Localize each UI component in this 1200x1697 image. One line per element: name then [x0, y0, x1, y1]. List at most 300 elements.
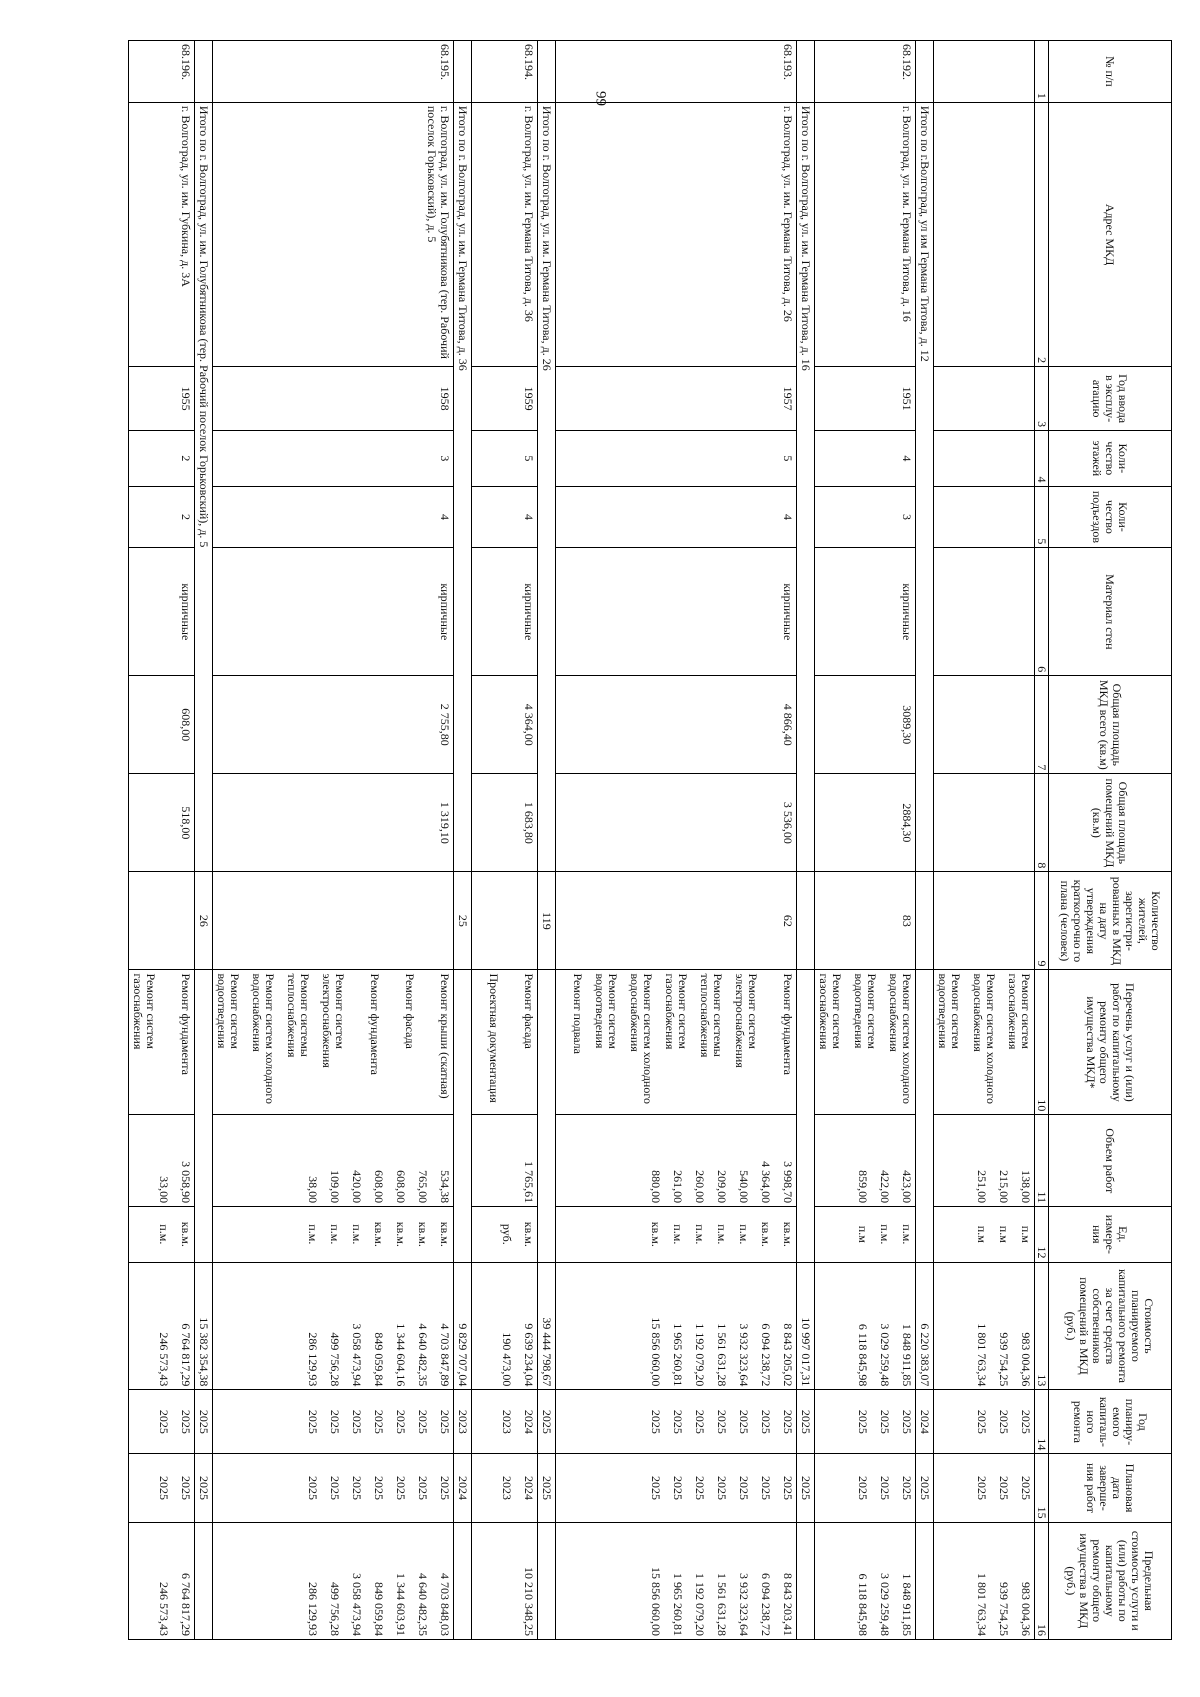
work-plan-year-list — [129, 1390, 195, 1454]
row-entrances — [934, 486, 1035, 548]
total-empty — [538, 41, 556, 103]
work-end: 2025 — [781, 1475, 795, 1500]
total-empty — [916, 1522, 934, 1639]
work-end: 2025 — [856, 1475, 870, 1500]
table-row — [213, 41, 454, 1640]
work-list — [472, 970, 538, 1115]
work-end: 2025 — [438, 1475, 452, 1500]
total-label: Итого по г. Волгоград, ул. им. Германа Титова, д. 36 — [454, 102, 472, 872]
work-list — [213, 970, 454, 1115]
work-vol: 215,00 — [997, 1170, 1011, 1204]
row-floors: 2 — [129, 431, 195, 486]
work-limit: 246 573,43 — [157, 1582, 171, 1636]
work-vol: 608,00 — [372, 1170, 386, 1204]
work-limit: 1 801 763,34 — [975, 1573, 989, 1636]
column-header-11: Объем работ — [1049, 1115, 1172, 1207]
total-residents: 25 — [454, 872, 472, 970]
column-number-2: 2 — [1035, 102, 1049, 366]
total-empty — [538, 1522, 556, 1639]
column-header-2: Адрес МКД — [1049, 102, 1172, 366]
total-cost: 6 220 383,07 — [916, 1262, 934, 1390]
column-header-5: Коли-чество подъездов — [1049, 486, 1172, 548]
work-vol: 420,00 — [350, 1170, 364, 1204]
row-residents: 83 — [815, 872, 916, 970]
work-plan-year-list — [213, 1390, 454, 1454]
work-name: Ремонт фундамента — [781, 973, 795, 1075]
total-residents — [916, 872, 934, 970]
work-unit: кв.м. — [416, 1221, 430, 1247]
total-row — [454, 41, 472, 1640]
total-row — [797, 41, 815, 1640]
work-limit-list — [129, 1522, 195, 1639]
table-row — [129, 41, 195, 1640]
work-cost: 3 029 259,48 — [878, 1323, 892, 1387]
column-number-15: 15 — [1035, 1454, 1049, 1522]
column-header-13: Стоимость планируемого капитального ремонта за счет средств собственников помещений в МКД (руб.) — [1049, 1262, 1172, 1390]
work-plan_year: 2025 — [1019, 1409, 1033, 1434]
work-limit: 1 344 603,91 — [394, 1573, 408, 1636]
work-unit: п.м — [1019, 1225, 1033, 1243]
row-residents — [129, 872, 195, 970]
work-cost: 1 848 911,85 — [900, 1323, 914, 1387]
row-floors: 4 — [815, 431, 916, 486]
work-cost-list — [556, 1262, 797, 1390]
column-number-5: 5 — [1035, 486, 1049, 548]
work-limit-list — [472, 1522, 538, 1639]
work-name: Ремонт систем газоснабжения — [1006, 973, 1033, 1050]
header-numbers-row — [1035, 41, 1049, 1640]
table-row — [815, 41, 916, 1640]
total-empty — [538, 970, 556, 1262]
total-row — [538, 41, 556, 1640]
work-plan_year: 2025 — [328, 1409, 342, 1434]
work-cost: 499 756,28 — [328, 1332, 342, 1387]
work-end: 2024 — [522, 1475, 536, 1500]
column-number-8: 8 — [1035, 774, 1049, 872]
row-build-year: 1959 — [472, 367, 538, 431]
work-cost: 6 764 817,29 — [179, 1323, 193, 1387]
work-plan_year: 2025 — [394, 1409, 408, 1434]
total-empty — [195, 41, 213, 103]
work-plan_year: 2025 — [671, 1409, 685, 1434]
work-end: 2025 — [372, 1475, 386, 1500]
work-volume-list — [556, 1115, 797, 1207]
work-limit: 983 004,36 — [1019, 1582, 1033, 1636]
work-cost: 15 856 060,00 — [649, 1317, 663, 1387]
work-plan-year-list — [556, 1390, 797, 1454]
work-unit: п.м. — [900, 1224, 914, 1245]
total-empty — [797, 970, 815, 1262]
table-row — [556, 41, 797, 1640]
column-number-13: 13 — [1035, 1262, 1049, 1390]
work-vol: 534,38 — [438, 1170, 452, 1204]
work-plan_year: 2025 — [372, 1409, 386, 1434]
work-limit: 1 965 260,81 — [671, 1573, 685, 1636]
row-residents — [934, 872, 1035, 970]
row-build-year: 1951 — [815, 367, 916, 431]
row-total-area: 4 866,40 — [556, 676, 797, 774]
work-plan_year: 2025 — [781, 1409, 795, 1434]
work-limit: 6 118 845,98 — [856, 1573, 870, 1636]
row-address: г. Волгоград, ул. им. Германа Титова, д. 36 — [472, 102, 538, 366]
work-cost-list — [213, 1262, 454, 1390]
work-end: 2025 — [179, 1475, 193, 1500]
row-total-area: 2 755,80 — [213, 676, 454, 774]
work-unit: кв.м. — [759, 1221, 773, 1247]
work-end: 2025 — [693, 1475, 707, 1500]
total-empty — [916, 41, 934, 103]
total-empty — [454, 970, 472, 1262]
column-header-4: Коли-чество этажей — [1049, 431, 1172, 486]
row-entrances: 2 — [129, 486, 195, 548]
work-name: Ремонт фундамента — [368, 973, 382, 1075]
page-number: 99 — [592, 91, 609, 106]
work-cost: 939 754,25 — [997, 1332, 1011, 1387]
work-cost: 286 129,93 — [306, 1332, 320, 1387]
column-number-14: 14 — [1035, 1390, 1049, 1454]
work-name: Ремонт систем водоотведения — [852, 973, 879, 1049]
column-number-12: 12 — [1035, 1207, 1049, 1262]
work-name: Ремонт системы теплоснабжения — [698, 973, 725, 1058]
work-end-list — [129, 1454, 195, 1522]
work-cost: 1 192 079,20 — [693, 1323, 707, 1387]
work-name: Ремонт системы теплоснабжения — [285, 973, 312, 1058]
work-limit: 3 029 259,48 — [878, 1573, 892, 1636]
work-unit: п.м. — [328, 1224, 342, 1245]
work-vol: 109,00 — [328, 1170, 342, 1204]
row-wall-material: кирпичные — [129, 548, 195, 676]
work-unit: кв.м. — [522, 1221, 536, 1247]
column-header-9: Количество жителей, зарегистри-рованных в МКД на дату утверждения краткосрочно го плана (человек) — [1049, 872, 1172, 970]
row-residents — [213, 872, 454, 970]
total-plan-year: 2025 — [797, 1390, 815, 1454]
work-unit: п.м — [997, 1225, 1011, 1243]
work-plan_year: 2023 — [500, 1409, 514, 1434]
column-number-6: 6 — [1035, 548, 1049, 676]
row-premises-area: 518,00 — [129, 774, 195, 872]
column-number-3: 3 — [1035, 367, 1049, 431]
total-empty — [797, 41, 815, 103]
work-name: Ремонт систем водоотведения — [215, 973, 242, 1049]
work-name: Ремонт систем холодного водоснабжения — [250, 973, 277, 1104]
work-name: Ремонт систем электроснабжения — [733, 973, 760, 1068]
work-limit: 499 756,28 — [328, 1582, 342, 1636]
header-labels-row — [1049, 41, 1172, 1640]
row-wall-material: кирпичные — [556, 548, 797, 676]
work-name: Ремонт фасада — [522, 973, 536, 1049]
work-cost: 190 473,00 — [500, 1332, 514, 1387]
work-plan_year: 2025 — [900, 1409, 914, 1434]
row-wall-material — [934, 548, 1035, 676]
row-wall-material: кирпичные — [213, 548, 454, 676]
work-vol: 4 364,00 — [759, 1161, 773, 1204]
work-list — [129, 970, 195, 1115]
work-name: Ремонт систем холодного водоснабжения — [971, 973, 998, 1104]
row-build-year: 1955 — [129, 367, 195, 431]
work-end-list — [472, 1454, 538, 1522]
total-empty — [797, 1522, 815, 1639]
total-row — [195, 41, 213, 1640]
register-sheet — [52, 40, 1172, 1640]
row-number: 68.195. — [213, 41, 454, 103]
work-cost-list — [815, 1262, 916, 1390]
row-address: г. Волгоград, ул. им. Германа Титова, д. 26 — [556, 102, 797, 366]
work-volume-list — [815, 1115, 916, 1207]
work-limit: 3 058 473,94 — [350, 1573, 364, 1636]
work-limit: 15 856 060,00 — [649, 1567, 663, 1636]
total-end: 2024 — [454, 1454, 472, 1522]
work-limit-list — [815, 1522, 916, 1639]
work-unit: кв.м. — [372, 1221, 386, 1247]
work-cost: 4 703 847,89 — [438, 1323, 452, 1387]
total-row — [916, 41, 934, 1640]
total-residents — [797, 872, 815, 970]
row-number — [934, 41, 1035, 103]
work-plan_year: 2025 — [997, 1409, 1011, 1434]
work-volume-list — [472, 1115, 538, 1207]
work-name: Ремонт подвала — [571, 973, 585, 1054]
work-unit-list — [472, 1207, 538, 1262]
work-cost: 3 058 473,94 — [350, 1323, 364, 1387]
total-empty — [454, 41, 472, 103]
work-plan_year: 2025 — [649, 1409, 663, 1434]
work-name: Ремонт систем водоотведения — [593, 973, 620, 1049]
work-cost-list — [472, 1262, 538, 1390]
column-header-15: Плановая дата заверше-ния работ — [1049, 1454, 1172, 1522]
work-end: 2025 — [997, 1475, 1011, 1500]
column-number-1: 1 — [1035, 41, 1049, 103]
total-residents: 119 — [538, 872, 556, 970]
work-volume-list — [213, 1115, 454, 1207]
work-vol: 3 058,90 — [179, 1161, 193, 1204]
work-cost: 9 639 234,04 — [522, 1323, 536, 1387]
total-plan-year: 2024 — [916, 1390, 934, 1454]
total-cost: 39 444 798,67 — [538, 1262, 556, 1390]
work-list — [556, 970, 797, 1115]
work-cost-list — [934, 1262, 1035, 1390]
row-number: 68.196. — [129, 41, 195, 103]
row-wall-material: кирпичные — [815, 548, 916, 676]
column-header-10: Перечень услуг и (или) работ по капитальному ремонту общего имущества МКД* — [1049, 970, 1172, 1115]
work-limit-list — [934, 1522, 1035, 1639]
column-number-4: 4 — [1035, 431, 1049, 486]
work-end: 2025 — [878, 1475, 892, 1500]
work-end: 2023 — [500, 1475, 514, 1500]
column-header-14: Год планиру-емого капиталь-ного ремонта — [1049, 1390, 1172, 1454]
work-unit: кв.м. — [781, 1221, 795, 1247]
work-end: 2025 — [649, 1475, 663, 1500]
row-address: г. Волгоград, ул. им. Голубятникова (тер. Рабочий поселок Горьковский), д. 5 — [213, 102, 454, 366]
table-row — [472, 41, 538, 1640]
work-plan_year: 2025 — [438, 1409, 452, 1434]
work-name: Ремонт крыши (скатная) — [438, 973, 452, 1099]
work-name: Ремонт систем газоснабжения — [817, 973, 844, 1050]
work-limit: 286 129,93 — [306, 1582, 320, 1636]
work-unit: п.м. — [671, 1224, 685, 1245]
work-name: Ремонт систем газоснабжения — [663, 973, 690, 1050]
work-cost: 246 573,43 — [157, 1332, 171, 1387]
row-entrances: 4 — [213, 486, 454, 548]
column-header-16: Предельная стоимость услуги и (или) работы по капитальному ремонту общего имущества в МКД (руб.) — [1049, 1522, 1172, 1639]
row-build-year: 1958 — [213, 367, 454, 431]
work-limit: 8 843 203,41 — [781, 1573, 795, 1636]
work-vol: 608,00 — [394, 1170, 408, 1204]
work-vol — [500, 1118, 513, 1203]
row-entrances: 4 — [472, 486, 538, 548]
row-total-area: 3089,30 — [815, 676, 916, 774]
work-plan_year: 2025 — [856, 1409, 870, 1434]
total-plan-year: 2025 — [195, 1390, 213, 1454]
total-end: 2025 — [916, 1454, 934, 1522]
row-premises-area: 3 536,00 — [556, 774, 797, 872]
work-end: 2025 — [671, 1475, 685, 1500]
work-unit: п.м. — [157, 1224, 171, 1245]
row-total-area — [934, 676, 1035, 774]
row-floors: 5 — [556, 431, 797, 486]
work-plan_year: 2025 — [693, 1409, 707, 1434]
work-unit-list — [815, 1207, 916, 1262]
work-plan_year: 2025 — [179, 1409, 193, 1434]
work-cost: 6 118 845,98 — [856, 1323, 870, 1387]
column-header-6: Материал стен — [1049, 548, 1172, 676]
total-plan-year: 2025 — [538, 1390, 556, 1454]
row-entrances: 4 — [556, 486, 797, 548]
column-number-11: 11 — [1035, 1115, 1049, 1207]
work-plan_year: 2024 — [522, 1409, 536, 1434]
work-volume-list — [129, 1115, 195, 1207]
work-list — [815, 970, 916, 1115]
work-plan_year: 2025 — [878, 1409, 892, 1434]
work-name: Ремонт систем холодного водоснабжения — [628, 973, 655, 1104]
work-end: 2025 — [416, 1475, 430, 1500]
work-plan_year: 2025 — [306, 1409, 320, 1434]
work-name: Ремонт систем холодного водоснабжения — [887, 973, 914, 1104]
work-plan-year-list — [472, 1390, 538, 1454]
total-empty — [195, 1522, 213, 1639]
column-number-9: 9 — [1035, 872, 1049, 970]
row-number: 68.193. — [556, 41, 797, 103]
work-limit — [500, 1526, 513, 1636]
work-cost: 8 843 205,02 — [781, 1323, 795, 1387]
total-label: Итого по г.Волгоград, ул им Германа Титова, д. 12 — [916, 102, 934, 872]
work-cost: 1 561 631,28 — [715, 1323, 729, 1387]
work-unit: п.м. — [878, 1224, 892, 1245]
work-cost: 983 004,36 — [1019, 1332, 1033, 1387]
work-unit: п.м — [856, 1225, 870, 1243]
work-limit: 1 848 911,85 — [900, 1573, 914, 1636]
column-number-10: 10 — [1035, 970, 1049, 1115]
work-end: 2025 — [715, 1475, 729, 1500]
work-limit: 849 059,84 — [372, 1582, 386, 1636]
work-vol: 251,00 — [975, 1170, 989, 1204]
work-vol: 260,00 — [693, 1170, 707, 1204]
work-plan_year: 2025 — [737, 1409, 751, 1434]
total-cost: 10 997 017,31 — [797, 1262, 815, 1390]
work-unit: п.м. — [306, 1224, 320, 1245]
work-unit: кв.м. — [179, 1221, 193, 1247]
capital-repair-table — [128, 40, 1172, 1640]
work-cost: 4 640 482,35 — [416, 1323, 430, 1387]
row-floors — [934, 431, 1035, 486]
row-number: 68.192. — [815, 41, 916, 103]
work-unit: п.м — [975, 1225, 989, 1243]
work-end: 2025 — [394, 1475, 408, 1500]
work-plan_year: 2025 — [350, 1409, 364, 1434]
work-plan_year: 2025 — [975, 1409, 989, 1434]
work-name: Ремонт систем электроснабжения — [320, 973, 347, 1068]
work-limit: 939 754,25 — [997, 1582, 1011, 1636]
work-unit: п.м. — [350, 1224, 364, 1245]
work-vol: 38,00 — [306, 1176, 320, 1204]
work-cost: 3 932 323,64 — [737, 1323, 751, 1387]
total-label: Итого по г. Волгоград, ул. им. Голубятникова (тер. Рабочий поселок Горьковский), д. 5 — [195, 102, 213, 872]
work-plan-year-list — [934, 1390, 1035, 1454]
work-vol: 765,00 — [416, 1170, 430, 1204]
work-unit: п.м. — [693, 1224, 707, 1245]
work-plan_year: 2025 — [715, 1409, 729, 1434]
work-end: 2025 — [900, 1475, 914, 1500]
work-vol: 138,00 — [1019, 1170, 1033, 1204]
row-address: г. Волгоград, ул. им. Германа Титова, д. 16 — [815, 102, 916, 366]
row-total-area: 608,00 — [129, 676, 195, 774]
work-name: Проектная документация — [487, 973, 501, 1103]
total-cost: 9 829 707,04 — [454, 1262, 472, 1390]
work-end: 2025 — [975, 1475, 989, 1500]
work-vol: 261,00 — [671, 1170, 685, 1204]
work-unit: кв.м. — [649, 1221, 663, 1247]
row-residents: 62 — [556, 872, 797, 970]
work-plan-year-list — [815, 1390, 916, 1454]
work-unit: руб. — [500, 1223, 514, 1245]
work-volume-list — [934, 1115, 1035, 1207]
work-cost: 1 801 763,34 — [975, 1323, 989, 1387]
total-plan-year: 2023 — [454, 1390, 472, 1454]
work-vol: 880,00 — [649, 1170, 663, 1204]
total-end: 2025 — [195, 1454, 213, 1522]
row-build-year — [934, 367, 1035, 431]
row-premises-area: 1 319,10 — [213, 774, 454, 872]
work-end: 2025 — [737, 1475, 751, 1500]
work-vol: 859,00 — [856, 1170, 870, 1204]
total-residents: 26 — [195, 872, 213, 970]
work-unit: п.м. — [715, 1224, 729, 1245]
work-unit: кв.м. — [438, 1221, 452, 1247]
work-limit: 4 703 848,03 — [438, 1573, 452, 1636]
row-premises-area: 2884,30 — [815, 774, 916, 872]
total-label: Итого по г. Волгоград, ул. им. Германа Титова, д. 26 — [538, 102, 556, 872]
work-end: 2025 — [306, 1475, 320, 1500]
work-cost-list — [129, 1262, 195, 1390]
work-vol: 540,00 — [737, 1170, 751, 1204]
column-header-1: № п/п — [1049, 41, 1172, 103]
row-wall-material: кирпичные — [472, 548, 538, 676]
work-name: Ремонт фундамента — [179, 973, 193, 1075]
work-end: 2025 — [157, 1475, 171, 1500]
column-header-8: Общая площадь помещений МКД (кв.м) — [1049, 774, 1172, 872]
work-unit: кв.м. — [394, 1221, 408, 1247]
work-cost: 1 965 260,81 — [671, 1323, 685, 1387]
work-limit: 1 561 631,28 — [715, 1573, 729, 1636]
work-limit-list — [213, 1522, 454, 1639]
work-end-list — [934, 1454, 1035, 1522]
total-end: 2025 — [797, 1454, 815, 1522]
work-end: 2025 — [759, 1475, 773, 1500]
total-end: 2025 — [538, 1454, 556, 1522]
work-name: Ремонт систем водоотведения — [936, 973, 963, 1049]
work-vol: 3 998,70 — [781, 1161, 795, 1204]
row-total-area: 4 364,00 — [472, 676, 538, 774]
total-empty — [916, 970, 934, 1262]
